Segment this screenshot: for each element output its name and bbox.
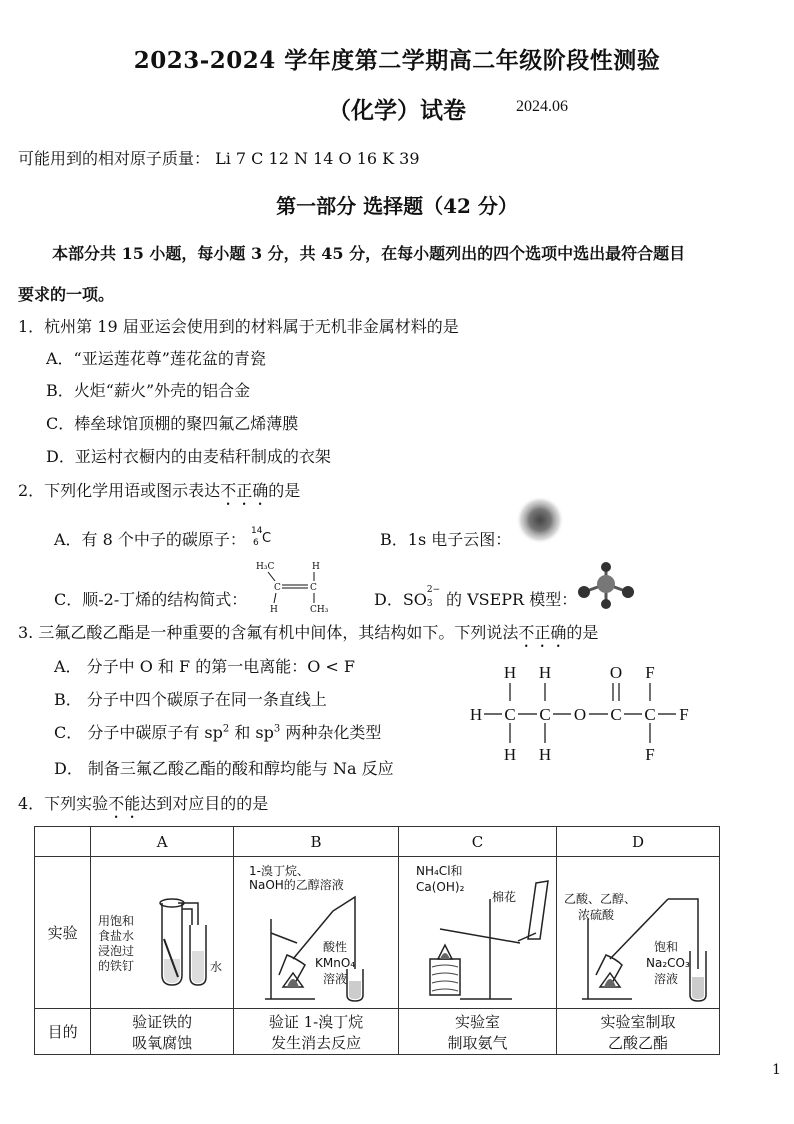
purpose-c <box>399 1009 557 1055</box>
purpose-line: 制取氨气 <box>447 1033 508 1052</box>
q1-option-a: A．“亚运莲花尊”莲花盆的青瓷 <box>46 349 266 368</box>
purpose-line: 实验室制取 <box>600 1012 676 1031</box>
table-row-label: 目的 <box>35 1009 91 1055</box>
svg-text:H: H <box>469 705 483 724</box>
svg-text:H: H <box>538 663 552 682</box>
apparatus-d-label: 溶液 <box>654 971 679 986</box>
svg-text:C: C <box>539 705 551 724</box>
q3-option-c-pre: C． 分子中碳原子有 sp <box>54 723 223 742</box>
instructions-line2: 要求的一项。 <box>18 285 115 304</box>
purpose-line: 验证铁的 <box>132 1012 193 1031</box>
q3-option-b: B． 分子中四个碳原子在同一条直线上 <box>54 690 327 709</box>
q2-stem-emphasis: 不正确 <box>220 481 269 500</box>
q3-stem-emphasis: 不正确 <box>518 623 567 642</box>
apparatus-c-label: NH₄Cl和 <box>415 863 463 878</box>
sulfite-sub: 3 <box>426 599 433 609</box>
svg-text:H: H <box>312 562 320 572</box>
apparatus-b-label: 酸性 <box>323 939 348 954</box>
purpose-line: 吸氧腐蚀 <box>132 1033 193 1052</box>
apparatus-b-label: 溶液 <box>323 971 348 986</box>
table-row-purpose <box>35 1009 720 1055</box>
q2-option-c: C．顺-2-丁烯的结构简式： <box>54 590 248 609</box>
q3-stem-pre: 3. 三氟乙酸乙酯是一种重要的含氟有机中间体，其结构如下。下列说法 <box>18 623 519 642</box>
table-col-header: D <box>557 827 720 857</box>
apparatus-b-label: 1-溴丁烷、 <box>249 863 310 878</box>
apparatus-d-label: Na₂CO₃ <box>646 955 690 970</box>
svg-text:H: H <box>503 663 517 682</box>
ethyl-trifluoroacetate-structure <box>462 660 702 770</box>
sulfite-charge: 2− <box>426 585 441 595</box>
q3-option-c-post: 两种杂化类型 <box>280 723 382 742</box>
svg-text:CH₃: CH₃ <box>310 605 329 615</box>
q3-option-a: A． 分子中 O 和 F 的第一电离能：O < F <box>54 657 356 676</box>
q4-stem-emphasis: 不能 <box>108 794 141 813</box>
carbon14-z: 6 <box>253 538 259 548</box>
q3-option-d: D． 制备三氟乙酸乙酯的酸和醇均能与 Na 反应 <box>54 759 394 778</box>
purpose-d <box>557 1009 720 1055</box>
q2-stem-post: 的是 <box>268 481 301 500</box>
apparatus-d-image <box>558 859 718 1007</box>
svg-text:F: F <box>679 705 689 724</box>
q1-option-c: C．棒垒球馆顶棚的聚四氟乙烯薄膜 <box>46 414 299 433</box>
apparatus-a-label: 的铁钉 <box>98 958 135 973</box>
q4-stem-post: 达到对应目的的是 <box>140 794 269 813</box>
q1-option-d: D．亚运村衣橱内的由麦秸秆制成的衣架 <box>46 447 331 466</box>
table-col-header: C <box>399 827 557 857</box>
carbon14-element: C <box>262 531 272 546</box>
purpose-line: 发生消去反应 <box>271 1033 362 1052</box>
apparatus-d-label: 饱和 <box>654 939 679 954</box>
exam-title: 2023-2024 学年度第二学期高二年级阶段性测验 <box>133 47 661 74</box>
page-number: 1 <box>772 1062 781 1078</box>
apparatus-a-label: 食盐水 <box>98 928 135 943</box>
q1-stem: 1．杭州第 19 届亚运会使用到的材料属于无机非金属材料的是 <box>18 317 459 336</box>
vsepr-model-image <box>574 562 638 610</box>
electron-cloud-image <box>515 495 565 545</box>
table-row-experiment <box>35 857 720 1009</box>
apparatus-d-label: 乙酸、乙醇、 <box>564 891 637 906</box>
svg-text:H: H <box>538 745 552 764</box>
atomic-masses: 可能用到的相对原子质量： Li 7 C 12 N 14 O 16 K 39 <box>18 149 420 168</box>
svg-text:C: C <box>504 705 516 724</box>
q2-option-a-text: A．有 8 个中子的碳原子： <box>54 530 246 549</box>
table-header-row <box>35 827 720 857</box>
svg-text:C: C <box>644 705 656 724</box>
q2-option-d <box>374 587 577 610</box>
carbon14-symbol <box>251 526 273 548</box>
purpose-line: 乙酸乙酯 <box>608 1033 669 1052</box>
apparatus-b-label: NaOH的乙醇溶液 <box>249 877 344 892</box>
table-row-label: 实验 <box>35 857 91 1009</box>
apparatus-b-cell <box>234 857 399 1009</box>
svg-text:C: C <box>274 583 281 593</box>
svg-text:H: H <box>503 745 517 764</box>
apparatus-a-image <box>92 859 232 1007</box>
apparatus-a-label: 浸泡过 <box>98 943 135 958</box>
q4-stem <box>18 791 268 822</box>
apparatus-c-label: Ca(OH)₂ <box>415 879 464 894</box>
experiment-table <box>34 826 720 1055</box>
svg-text:H₃C: H₃C <box>256 562 275 572</box>
purpose-line: 实验室 <box>455 1012 501 1031</box>
q2-stem <box>18 478 300 509</box>
instructions-line1: 本部分共 15 小题，每小题 3 分，共 45 分，在每小题列出的四个选项中选出最符合题目 <box>52 244 686 263</box>
svg-text:H: H <box>270 605 278 615</box>
apparatus-a-label: 用饱和 <box>98 913 135 928</box>
apparatus-c-image <box>400 859 556 1007</box>
apparatus-d-cell <box>557 857 720 1009</box>
q3-stem-post: 的是 <box>566 623 599 642</box>
apparatus-c-label: 棉花 <box>491 889 516 904</box>
table-col-header: B <box>234 827 399 857</box>
q1-option-b: B．火炬“薪火”外壳的铝合金 <box>46 381 251 400</box>
q3-stem <box>18 620 598 651</box>
exam-date: 2024.06 <box>516 98 568 115</box>
svg-text:F: F <box>645 663 655 682</box>
section-heading: 第一部分 选择题（42 分） <box>276 194 518 218</box>
apparatus-b-image <box>235 859 397 1007</box>
q4-stem-pre: 4．下列实验 <box>18 794 109 813</box>
svg-text:C: C <box>610 705 622 724</box>
q2-option-b: B．1s 电子云图： <box>380 530 512 549</box>
apparatus-b-label: KMnO₄ <box>315 955 356 970</box>
q2-option-a <box>54 527 273 550</box>
q3-option-c: C． 分子中碳原子有 $sp^2$ 和 $sp^3$ 两种杂化类型 <box>54 723 382 742</box>
apparatus-a-label: 水 <box>210 959 223 974</box>
q3-option-c-mid: 和 sp <box>229 723 274 742</box>
svg-text:F: F <box>645 745 655 764</box>
q2-option-d-pre: D．SO <box>374 590 427 609</box>
apparatus-d-label: 浓硫酸 <box>578 907 615 922</box>
exam-subtitle: （化学）试卷 <box>328 97 466 124</box>
q2-stem-pre: 2．下列化学用语或图示表达 <box>18 481 221 500</box>
purpose-a <box>91 1009 234 1055</box>
svg-text:C: C <box>310 583 317 593</box>
svg-text:O: O <box>609 663 623 682</box>
apparatus-c-cell <box>399 857 557 1009</box>
svg-text:O: O <box>573 705 587 724</box>
cis-2-butene-structure <box>252 558 342 616</box>
apparatus-a-cell <box>91 857 234 1009</box>
table-corner <box>35 827 91 857</box>
q2-option-d-post: 的 VSEPR 模型： <box>440 590 578 609</box>
purpose-line: 验证 1-溴丁烷 <box>268 1012 364 1031</box>
carbon14-mass: 14 <box>251 526 263 536</box>
table-col-header: A <box>91 827 234 857</box>
purpose-b <box>234 1009 399 1055</box>
